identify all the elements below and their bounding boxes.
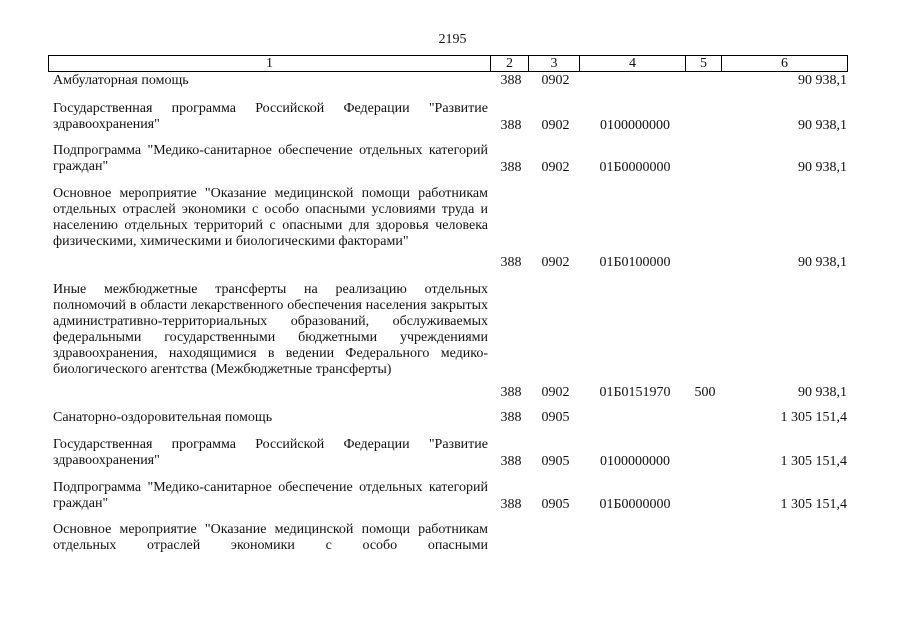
row-description: Государственная программа Российской Федерации "Развитие здравоохранения"	[53, 101, 488, 132]
row-col-2: 388	[500, 118, 522, 133]
row-col-4: 0100000000	[600, 118, 670, 133]
row-col-2: 388	[500, 410, 522, 425]
row-col-3: 0902	[541, 73, 570, 88]
row-description: Иные межбюджетные трансферты на реализацию отдельных полномочий в области лекарственного обеспечения населения закрытых административно-территориальных образований, обслуживаемых федеральными государственными бюджетными учреждениями здравоохранения, находящимися в ведении Федерального медико-биологического агентства (Межбюджетные трансферты)	[53, 282, 488, 377]
row-description: Государственная программа Российской Федерации "Развитие здравоохранения"	[53, 437, 488, 468]
row-col-4: 01Б0100000	[599, 255, 671, 270]
header-col-1: 1	[266, 56, 273, 71]
row-description: Основное мероприятие "Оказание медицинской помощи работникам отдельных отраслей экономики с особо опасными	[53, 522, 488, 553]
row-col-2: 388	[500, 385, 522, 400]
header-col-6: 6	[721, 56, 847, 71]
row-col-3: 0905	[541, 497, 570, 512]
row-description: Подпрограмма "Медико-санитарное обеспечение отдельных категорий граждан"	[53, 480, 488, 511]
row-col-6: 90 938,1	[798, 385, 847, 400]
row-description: Амбулаторная помощь	[53, 73, 189, 88]
row-col-3: 0902	[541, 385, 570, 400]
row-col-6: 1 305 151,4	[780, 497, 847, 512]
row-col-3: 0902	[541, 160, 570, 175]
row-col-3: 0905	[541, 410, 570, 425]
page-number: 2195	[438, 32, 467, 47]
row-col-3: 0902	[541, 255, 570, 270]
row-col-3: 0905	[541, 454, 570, 469]
row-col-4: 01Б0000000	[599, 497, 671, 512]
row-description: Основное мероприятие "Оказание медицинской помощи работникам отдельных отраслей экономики с особо опасными условиями труда и населению отдельных территорий с опасными для здоровья человека физическими, химическими и биологическими факторами"	[53, 186, 488, 249]
row-col-2: 388	[500, 160, 522, 175]
row-col-2: 388	[500, 454, 522, 469]
row-col-2: 388	[500, 255, 522, 270]
row-description: Подпрограмма "Медико-санитарное обеспечение отдельных категорий граждан"	[53, 143, 488, 174]
header-col-5: 5	[685, 56, 721, 71]
header-col-4: 4	[579, 56, 685, 71]
row-col-4: 0100000000	[600, 454, 670, 469]
row-col-6: 1 305 151,4	[780, 410, 847, 425]
row-col-3: 0902	[541, 118, 570, 133]
row-col-4: 01Б0000000	[599, 160, 671, 175]
row-description: Санаторно-оздоровительная помощь	[53, 410, 273, 425]
row-col-6: 90 938,1	[798, 255, 847, 270]
table-header	[48, 55, 848, 72]
row-col-6: 90 938,1	[798, 118, 847, 133]
row-col-5: 500	[694, 385, 716, 400]
row-col-2: 388	[500, 73, 522, 88]
row-col-6: 1 305 151,4	[780, 454, 847, 469]
row-col-4: 01Б0151970	[599, 385, 671, 400]
header-col-2: 2	[490, 56, 528, 71]
row-col-2: 388	[500, 497, 522, 512]
header-col-3: 3	[528, 56, 579, 71]
row-col-6: 90 938,1	[798, 160, 847, 175]
row-col-6: 90 938,1	[798, 73, 847, 88]
